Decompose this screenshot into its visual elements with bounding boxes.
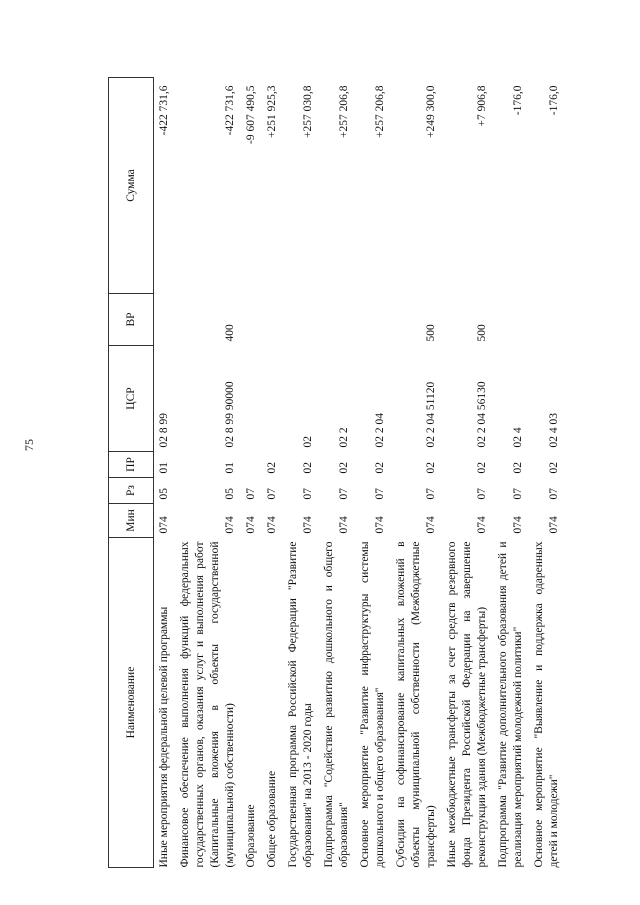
row-pr: 02 bbox=[548, 462, 560, 474]
row-min: 074 bbox=[224, 516, 236, 534]
row-vr bbox=[262, 294, 283, 346]
row-rz: 05 bbox=[158, 488, 170, 500]
row-csr bbox=[262, 346, 283, 452]
row-rz: 07 bbox=[338, 488, 350, 500]
row-name: Основное мероприятие "Выявление и поддержка одаренных детей и молодежи" bbox=[533, 541, 560, 868]
row-sum: -176,0 bbox=[512, 85, 524, 116]
row-min: 074 bbox=[266, 516, 278, 534]
budget-table bbox=[108, 77, 565, 868]
row-sum: -422 731,6 bbox=[224, 85, 236, 136]
header-rz: Рз bbox=[109, 478, 154, 504]
row-vr bbox=[283, 294, 319, 346]
table-header-row bbox=[109, 78, 154, 868]
row-name: Иные мероприятия федеральной целевой программы bbox=[158, 606, 170, 868]
row-csr: 02 2 04 51120 bbox=[425, 381, 437, 448]
row-min: 074 bbox=[302, 516, 314, 534]
row-rz: 07 bbox=[266, 488, 278, 500]
row-rz: 07 bbox=[245, 488, 257, 500]
row-sum: +257 206,8 bbox=[338, 85, 350, 138]
row-vr bbox=[493, 294, 529, 346]
row-pr: 02 bbox=[425, 462, 437, 474]
table-row bbox=[442, 78, 493, 868]
header-min: Мин bbox=[109, 504, 154, 538]
row-vr: 500 bbox=[425, 324, 437, 342]
row-name: Финансовое обеспечение выполнения функций федеральных государственных органов, оказания услуг и выполнения работ (Капитальные вложения в объекты государственной (муниципальной) собственности) bbox=[179, 541, 236, 868]
header-pr: ПР bbox=[109, 452, 154, 478]
header-csr: ЦСР bbox=[109, 346, 154, 452]
row-min: 074 bbox=[158, 516, 170, 534]
row-csr: 02 bbox=[302, 436, 314, 448]
row-pr: 02 bbox=[374, 462, 386, 474]
row-rz: 07 bbox=[302, 488, 314, 500]
row-sum: -9 607 490,5 bbox=[245, 85, 257, 144]
row-pr: 01 bbox=[224, 462, 236, 474]
row-csr: 02 2 04 bbox=[374, 413, 386, 448]
row-vr: 500 bbox=[476, 324, 488, 342]
row-sum: +257 030,8 bbox=[302, 85, 314, 138]
row-pr: 01 bbox=[158, 462, 170, 474]
row-min: 074 bbox=[374, 516, 386, 534]
row-csr: 02 8 99 90000 bbox=[224, 381, 236, 448]
row-rz: 07 bbox=[425, 488, 437, 500]
row-vr bbox=[154, 294, 176, 346]
rotated-table-container bbox=[108, 78, 610, 868]
table-row bbox=[355, 78, 391, 868]
row-csr: 02 4 03 bbox=[548, 413, 560, 448]
row-csr: 02 4 bbox=[512, 427, 524, 448]
row-sum: +257 206,8 bbox=[374, 85, 386, 138]
row-pr: 02 bbox=[338, 462, 350, 474]
row-name: Основное мероприятие "Развитие инфраструктуры системы дошкольного и общего образования" bbox=[359, 541, 386, 868]
header-name: Наименование bbox=[109, 538, 154, 868]
row-sum: -176,0 bbox=[548, 85, 560, 116]
header-sum: Сумма bbox=[109, 78, 154, 294]
row-vr: 400 bbox=[224, 324, 236, 342]
row-min: 074 bbox=[245, 516, 257, 534]
table-row bbox=[391, 78, 442, 868]
row-name: Государственная программа Российской Федерации "Развитие образования" на 2013 - 2020 годы bbox=[287, 541, 314, 868]
row-name: Образование bbox=[245, 804, 257, 868]
table-row bbox=[241, 78, 262, 868]
row-name: Субсидии на софинансирование капитальных вложений в объекты муниципальной собственности (Межбюджетные трансферты) bbox=[395, 541, 437, 868]
row-min: 074 bbox=[425, 516, 437, 534]
row-name: Подпрограмма "Развитие дополнительного образования детей и реализация мероприятий молодежной политики" bbox=[497, 541, 524, 868]
page-number: 75 bbox=[22, 439, 36, 451]
table-row bbox=[154, 78, 176, 868]
row-sum: +7 906,8 bbox=[476, 85, 488, 127]
row-rz: 07 bbox=[374, 488, 386, 500]
row-vr bbox=[319, 294, 355, 346]
row-min: 074 bbox=[338, 516, 350, 534]
table-row bbox=[493, 78, 529, 868]
row-csr bbox=[241, 346, 262, 452]
row-pr: 02 bbox=[266, 462, 278, 474]
table-row bbox=[283, 78, 319, 868]
row-sum: +249 300,0 bbox=[425, 85, 437, 138]
row-sum: +251 925,3 bbox=[266, 85, 278, 138]
row-rz: 05 bbox=[224, 488, 236, 500]
table-row bbox=[175, 78, 241, 868]
row-csr: 02 2 04 56130 bbox=[476, 381, 488, 448]
row-rz: 07 bbox=[476, 488, 488, 500]
row-vr bbox=[241, 294, 262, 346]
row-min: 074 bbox=[512, 516, 524, 534]
row-rz: 07 bbox=[548, 488, 560, 500]
row-vr bbox=[355, 294, 391, 346]
table-row bbox=[529, 78, 565, 868]
row-min: 074 bbox=[548, 516, 560, 534]
table-row bbox=[319, 78, 355, 868]
row-csr: 02 2 bbox=[338, 427, 350, 448]
row-vr bbox=[529, 294, 565, 346]
row-name: Иные межбюджетные трансферты за счет средств резервного фонда Президента Российской Федерации на завершение реконструкции здания (Межбюджетные трансферты) bbox=[446, 541, 488, 868]
row-name: Общее образование bbox=[266, 770, 278, 868]
row-pr: 02 bbox=[476, 462, 488, 474]
row-csr: 02 8 99 bbox=[158, 413, 170, 448]
row-min: 074 bbox=[476, 516, 488, 534]
row-pr: 02 bbox=[512, 462, 524, 474]
row-pr bbox=[241, 452, 262, 478]
row-pr: 02 bbox=[302, 462, 314, 474]
row-rz: 07 bbox=[512, 488, 524, 500]
row-sum: -422 731,6 bbox=[158, 85, 170, 136]
header-vr: ВР bbox=[109, 294, 154, 346]
row-name: Подпрограмма "Содействие развитию дошкольного и общего образования" bbox=[323, 541, 350, 868]
table-row bbox=[262, 78, 283, 868]
